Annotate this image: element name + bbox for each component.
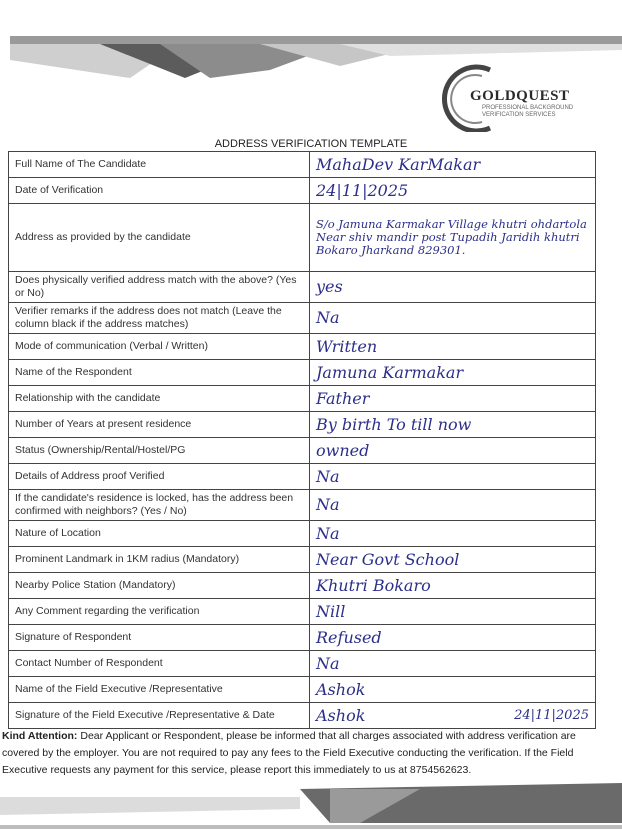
communication-mode-value: Written <box>310 334 596 360</box>
respondent-signature-value: Refused <box>310 625 596 651</box>
row-label: Details of Address proof Verified <box>9 464 310 490</box>
table-row <box>9 178 596 204</box>
table-row <box>9 412 596 438</box>
row-label: Mode of communication (Verbal / Written) <box>9 334 310 360</box>
table-row <box>9 651 596 677</box>
row-label: Relationship with the candidate <box>9 386 310 412</box>
row-label: Signature of Respondent <box>9 625 310 651</box>
contact-number-value: Na <box>310 651 596 677</box>
police-station-value: Khutri Bokaro <box>310 573 596 599</box>
address-match-value: yes <box>310 272 596 303</box>
row-label: If the candidate's residence is locked, has the address been confirmed with neighbors? (Yes / No) <box>9 490 310 521</box>
row-label: Name of the Field Executive /Representative <box>9 677 310 703</box>
address-value: S/o Jamuna Karmakar Village khutri ohdartola Near shiv mandir post Tupadih Jaridih khutri Bokaro Jharkand 829301. <box>310 204 596 272</box>
row-label: Date of Verification <box>9 178 310 204</box>
row-label: Verifier remarks if the address does not match (Leave the column black if the address matches) <box>9 303 310 334</box>
row-label: Address as provided by the candidate <box>9 204 310 272</box>
address-proof-value: Na <box>310 464 596 490</box>
notice-paragraph <box>2 728 602 779</box>
notice-text: Dear Applicant or Respondent, please be informed that all charges associated with address verification are covered by the employer. You are not required to pay any fees to the Field Executive conducting the verification. If the Field Executive requests any payment for this service, please report this immediately to us at 8754562623. <box>2 730 576 776</box>
status-value: owned <box>310 438 596 464</box>
location-nature-value: Na <box>310 521 596 547</box>
verification-date-value: 24|11|2025 <box>310 178 596 204</box>
logo-subtitle: PROFESSIONAL BACKGROUND VERIFICATION SERVICES <box>482 105 574 118</box>
row-label: Nearby Police Station (Mandatory) <box>9 573 310 599</box>
table-row <box>9 204 596 272</box>
row-label: Name of the Respondent <box>9 360 310 386</box>
table-row <box>9 625 596 651</box>
logo-text: GOLDQUEST <box>470 88 570 104</box>
table-row <box>9 360 596 386</box>
candidate-name-value: MahaDev KarMakar <box>310 152 596 178</box>
row-label: Prominent Landmark in 1KM radius (Mandatory) <box>9 547 310 573</box>
relationship-value: Father <box>310 386 596 412</box>
table-row <box>9 334 596 360</box>
signature-date-value: 24|11|2025 <box>514 707 589 723</box>
landmark-value: Near Govt School <box>310 547 596 573</box>
table-row <box>9 573 596 599</box>
table-row <box>9 272 596 303</box>
verification-table <box>8 151 596 729</box>
table-row <box>9 438 596 464</box>
table-row <box>9 386 596 412</box>
years-residence-value: By birth To till now <box>310 412 596 438</box>
row-label: Number of Years at present residence <box>9 412 310 438</box>
notice-lead: Kind Attention: <box>2 730 78 742</box>
row-label: Contact Number of Respondent <box>9 651 310 677</box>
table-row <box>9 152 596 178</box>
table-row <box>9 490 596 521</box>
document-title: ADDRESS VERIFICATION TEMPLATE <box>214 138 408 150</box>
row-label: Nature of Location <box>9 521 310 547</box>
neighbors-confirmed-value: Na <box>310 490 596 521</box>
verifier-remarks-value: Na <box>310 303 596 334</box>
field-executive-signature-value: Ashok <box>316 705 366 725</box>
row-label: Does physically verified address match with the above? (Yes or No) <box>9 272 310 303</box>
row-label: Any Comment regarding the verification <box>9 599 310 625</box>
table-row <box>9 464 596 490</box>
footer-decoration <box>0 775 622 840</box>
table-row <box>9 303 596 334</box>
row-label: Signature of the Field Executive /Representative & Date <box>9 703 310 729</box>
field-executive-name-value: Ashok <box>310 677 596 703</box>
respondent-name-value: Jamuna Karmakar <box>310 360 596 386</box>
table-row <box>9 521 596 547</box>
row-label: Status (Ownership/Rental/Hostel/PG <box>9 438 310 464</box>
comment-value: Nill <box>310 599 596 625</box>
table-row <box>9 599 596 625</box>
table-row <box>9 703 596 729</box>
field-executive-signature-cell <box>310 703 596 729</box>
row-label: Full Name of The Candidate <box>9 152 310 178</box>
table-row <box>9 677 596 703</box>
table-row <box>9 547 596 573</box>
